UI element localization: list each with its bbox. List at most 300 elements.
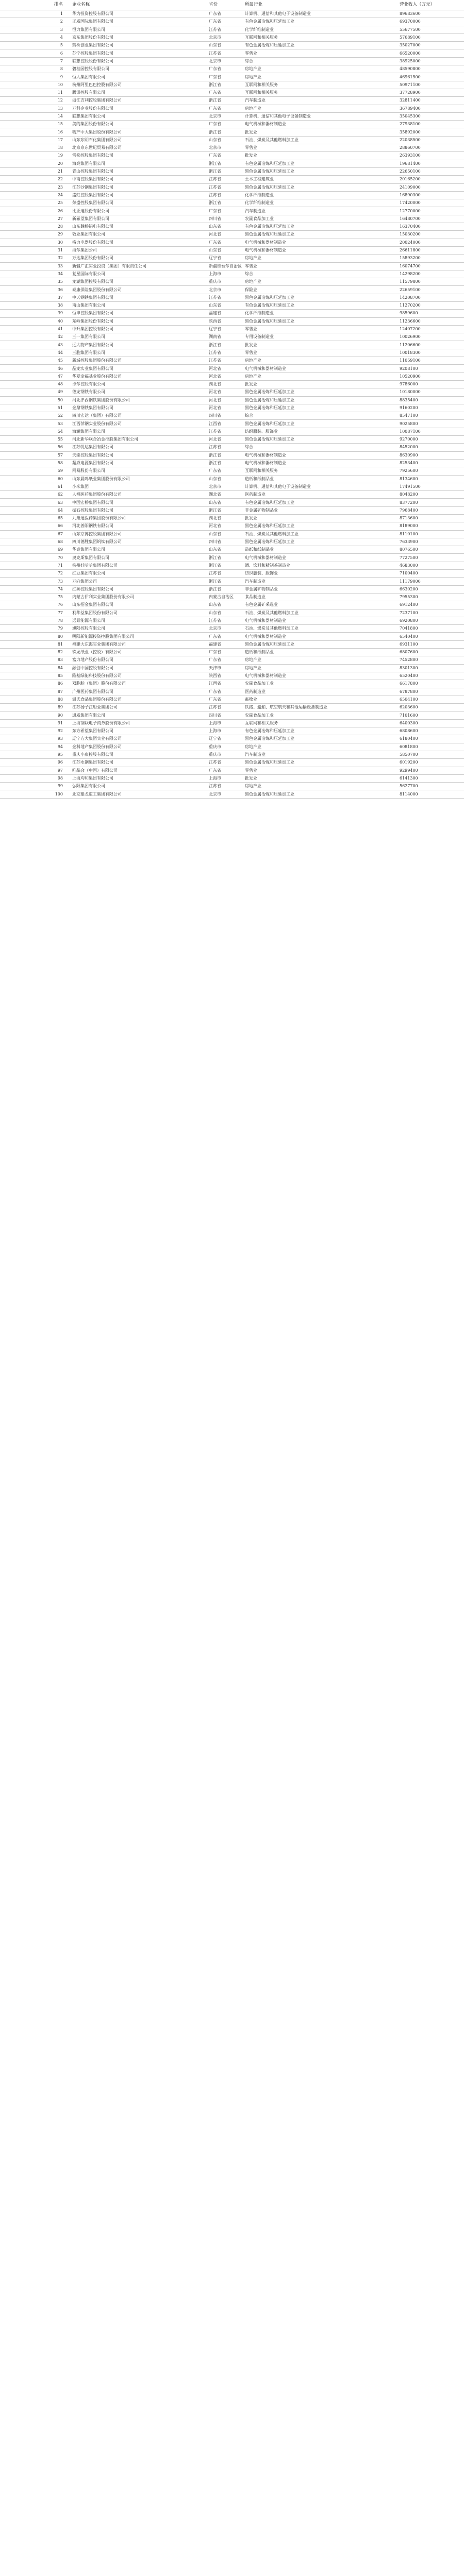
- cell-industry: 造纸和纸制品业: [245, 547, 274, 552]
- cell-rank: 94: [57, 744, 63, 749]
- table-row: [0, 767, 464, 775]
- cell-company-name: 泰康保险集团股份有限公司: [72, 287, 122, 292]
- cell-rank: 63: [57, 500, 63, 505]
- cell-industry: 互联网和相关服务: [245, 82, 278, 87]
- table-row: [0, 113, 464, 121]
- cell-revenue: 57689100: [400, 35, 421, 40]
- cell-company-name: 物产中大集团股份有限公司: [72, 129, 122, 134]
- cell-revenue: 28860700: [400, 145, 421, 150]
- cell-province: 重庆市: [209, 279, 221, 284]
- cell-industry: 房地产业: [245, 374, 261, 379]
- cell-rank: 52: [57, 413, 63, 418]
- cell-industry: 黑色金属冶炼和压延加工业: [245, 389, 294, 395]
- cell-revenue: 46961500: [400, 74, 421, 79]
- cell-rank: 95: [57, 752, 63, 757]
- cell-rank: 79: [57, 626, 63, 631]
- cell-company-name: 正威国际集团有限公司: [72, 19, 113, 24]
- cell-rank: 82: [57, 650, 63, 655]
- cell-company-name: 金鼎钢铁集团有限公司: [72, 405, 113, 410]
- cell-province: 江西省: [209, 421, 221, 426]
- table-row: [0, 26, 464, 34]
- cell-industry: 批发业: [245, 382, 257, 387]
- cell-industry: 房地产业: [245, 256, 261, 261]
- cell-revenue: 6141300: [400, 775, 418, 781]
- cell-company-name: 魏桥创业集团有限公司: [72, 43, 113, 48]
- cell-industry: 专用设备制造业: [245, 334, 274, 340]
- cell-revenue: 10180000: [400, 389, 421, 395]
- cell-company-name: 唯品会（中国）有限公司: [72, 768, 118, 773]
- cell-province: 四川省: [209, 413, 221, 418]
- cell-industry: 黑色金属冶炼和压延加工业: [245, 791, 294, 796]
- cell-province: 山东省: [209, 303, 221, 308]
- table-row: [0, 65, 464, 73]
- cell-industry: 石油、煤炭及其他燃料加工业: [245, 626, 299, 631]
- cell-industry: 计算机、通信和其他电子设备制造业: [245, 11, 311, 16]
- cell-province: 山东省: [209, 547, 221, 552]
- table-row: [0, 562, 464, 570]
- cell-company-name: 龙湖集团控股有限公司: [72, 279, 113, 284]
- cell-company-name: 联想集团有限公司: [72, 114, 105, 118]
- cell-province: 北京市: [209, 287, 221, 292]
- table-row: [0, 152, 464, 160]
- cell-company-name: 江西萍钢实业股份有限公司: [72, 421, 122, 426]
- cell-rank: 29: [57, 232, 63, 237]
- cell-company-name: 利华益集团股份有限公司: [72, 610, 118, 615]
- cell-rank: 68: [57, 539, 63, 545]
- cell-industry: 零售业: [245, 350, 257, 355]
- cell-company-name: 玖龙纸业（控股）有限公司: [72, 650, 122, 655]
- table-row: [0, 649, 464, 656]
- cell-industry: 纺织服装、服饰业: [245, 429, 278, 434]
- cell-industry: 农副食品加工业: [245, 216, 274, 221]
- cell-rank: 56: [57, 445, 63, 450]
- header-province: 省份: [209, 2, 218, 8]
- cell-industry: 互联网和相关服务: [245, 90, 278, 95]
- cell-revenue: 6504100: [400, 697, 418, 702]
- cell-rank: 81: [57, 641, 63, 647]
- cell-province: 河北省: [209, 374, 221, 379]
- cell-province: 北京市: [209, 58, 221, 63]
- cell-company-name: 万达集团股份有限公司: [72, 256, 113, 261]
- cell-company-name: 敬业集团有限公司: [72, 232, 105, 237]
- cell-province: 辽宁省: [209, 256, 221, 261]
- table-row: [0, 121, 464, 128]
- cell-revenue: 22038500: [400, 137, 421, 142]
- cell-revenue: 6203600: [400, 705, 418, 710]
- cell-rank: 77: [57, 610, 63, 615]
- cell-revenue: 16370400: [400, 224, 421, 229]
- cell-province: 江苏省: [209, 571, 221, 576]
- table-row: [0, 215, 464, 223]
- cell-industry: 电气机械和器材制造业: [245, 673, 286, 679]
- cell-industry: 黑色金属冶炼和压延加工业: [245, 421, 294, 426]
- cell-revenue: 14208700: [400, 295, 421, 300]
- cell-province: 广东省: [209, 240, 221, 245]
- cell-rank: 4: [60, 35, 63, 40]
- cell-rank: 73: [57, 579, 63, 584]
- cell-rank: 96: [57, 760, 63, 765]
- table-row: [0, 609, 464, 617]
- cell-company-name: 浙江吉利控股集团有限公司: [72, 98, 122, 103]
- cell-province: 江苏省: [209, 445, 221, 450]
- cell-province: 江苏省: [209, 618, 221, 623]
- cell-company-name: 格力电器股份有限公司: [72, 240, 113, 245]
- cell-rank: 43: [57, 342, 63, 347]
- cell-rank: 30: [57, 240, 63, 245]
- cell-rank: 51: [57, 405, 63, 410]
- cell-rank: 14: [57, 114, 63, 118]
- table-row: [0, 341, 464, 349]
- cell-rank: 47: [57, 374, 63, 379]
- cell-rank: 50: [57, 397, 63, 402]
- cell-rank: 40: [57, 318, 63, 324]
- cell-rank: 31: [57, 248, 63, 253]
- cell-rank: 35: [57, 279, 63, 284]
- cell-company-name: 金科地产集团股份有限公司: [72, 744, 122, 749]
- cell-industry: 有色金属冶炼和压延加工业: [245, 19, 294, 24]
- cell-province: 河北省: [209, 437, 221, 442]
- table-row: [0, 743, 464, 751]
- table-row: [0, 42, 464, 49]
- cell-province: 河北省: [209, 397, 221, 402]
- table-row: [0, 263, 464, 270]
- table-row: [0, 507, 464, 515]
- cell-rank: 6: [60, 50, 63, 56]
- cell-company-name: 东岭集团股份有限公司: [72, 318, 113, 324]
- cell-revenue: 9299400: [400, 768, 418, 773]
- table-row: [0, 184, 464, 192]
- cell-industry: 黑色金属冶炼和压延加工业: [245, 760, 294, 765]
- cell-industry: 黑色金属冶炼和压延加工业: [245, 437, 294, 442]
- cell-province: 浙江省: [209, 200, 221, 206]
- cell-revenue: 14298200: [400, 271, 421, 276]
- cell-province: 江苏省: [209, 27, 221, 32]
- cell-rank: 33: [57, 263, 63, 268]
- cell-province: 江苏省: [209, 50, 221, 56]
- cell-industry: 土木工程建筑业: [245, 177, 274, 182]
- cell-province: 广东省: [209, 768, 221, 773]
- cell-revenue: 6520400: [400, 673, 418, 679]
- cell-revenue: 8076500: [400, 547, 418, 552]
- cell-rank: 62: [57, 492, 63, 497]
- cell-province: 广东省: [209, 650, 221, 655]
- table-row: [0, 89, 464, 97]
- cell-industry: 房地产业: [245, 66, 261, 72]
- cell-province: 浙江省: [209, 342, 221, 347]
- cell-company-name: 中天钢铁集团有限公司: [72, 295, 113, 300]
- cell-industry: 黑色金属冶炼和压延加工业: [245, 295, 294, 300]
- cell-industry: 黑色金属冶炼和压延加工业: [245, 318, 294, 324]
- cell-company-name: 振石控股集团有限公司: [72, 507, 113, 513]
- cell-province: 江苏省: [209, 350, 221, 355]
- table-row: [0, 160, 464, 168]
- table-row: [0, 641, 464, 649]
- cell-industry: 黑色金属冶炼和压延加工业: [245, 736, 294, 741]
- cell-company-name: 隆基绿能科技股份有限公司: [72, 673, 122, 679]
- cell-province: 山东省: [209, 610, 221, 615]
- cell-rank: 3: [60, 27, 63, 32]
- cell-revenue: 66520000: [400, 50, 421, 56]
- table-row: [0, 578, 464, 585]
- cell-revenue: 15030200: [400, 232, 421, 237]
- cell-province: 辽宁省: [209, 327, 221, 332]
- cell-revenue: 17491500: [400, 484, 421, 489]
- cell-rank: 38: [57, 303, 63, 308]
- cell-rank: 8: [60, 66, 63, 72]
- cell-industry: 化学纤维制造业: [245, 27, 274, 32]
- cell-rank: 44: [57, 350, 63, 355]
- cell-revenue: 12407200: [400, 327, 421, 332]
- cell-revenue: 5850700: [400, 752, 418, 757]
- cell-industry: 有色金属冶炼和压延加工业: [245, 728, 294, 734]
- cell-industry: 黑色金属冶炼和压延加工业: [245, 169, 294, 174]
- cell-industry: 汽车制造业: [245, 98, 266, 103]
- cell-province: 广东省: [209, 11, 221, 16]
- cell-province: 浙江省: [209, 555, 221, 560]
- cell-province: 重庆市: [209, 752, 221, 757]
- cell-rank: 39: [57, 311, 63, 316]
- cell-company-name: 广州医药集团有限公司: [72, 689, 113, 694]
- cell-province: 江苏省: [209, 760, 221, 765]
- cell-industry: 电气机械和器材制造业: [245, 248, 286, 253]
- cell-industry: 计算机、通信和其他电子设备制造业: [245, 484, 311, 489]
- table-row: [0, 144, 464, 152]
- cell-company-name: 比亚迪股份有限公司: [72, 208, 109, 213]
- cell-province: 北京市: [209, 145, 221, 150]
- table-row: [0, 270, 464, 278]
- cell-revenue: 8452000: [400, 445, 418, 450]
- cell-rank: 99: [57, 784, 63, 789]
- cell-revenue: 9859600: [400, 311, 418, 316]
- cell-industry: 造纸和纸制品业: [245, 650, 274, 655]
- cell-company-name: 中国宏桥集团有限公司: [72, 500, 113, 505]
- cell-revenue: 6808600: [400, 728, 418, 734]
- table-row: [0, 365, 464, 372]
- table-row: [0, 34, 464, 42]
- cell-company-name: 红豆集团有限公司: [72, 571, 105, 576]
- cell-revenue: 22659100: [400, 287, 421, 292]
- cell-revenue: 26611800: [400, 248, 421, 253]
- cell-rank: 88: [57, 697, 63, 702]
- cell-company-name: 荣盛控股集团有限公司: [72, 200, 113, 206]
- cell-revenue: 9025800: [400, 421, 418, 426]
- table-row: [0, 476, 464, 483]
- cell-company-name: 卓尔控股有限公司: [72, 382, 105, 387]
- table-row: [0, 727, 464, 735]
- cell-revenue: 16074700: [400, 263, 421, 268]
- cell-rank: 78: [57, 618, 63, 623]
- cell-industry: 纺织服装、服饰业: [245, 571, 278, 576]
- cell-province: 山东省: [209, 476, 221, 481]
- cell-revenue: 7955300: [400, 595, 418, 600]
- cell-industry: 电气机械和器材制造业: [245, 240, 286, 245]
- table-row: [0, 412, 464, 420]
- cell-province: 河北省: [209, 523, 221, 529]
- table-row: [0, 711, 464, 719]
- cell-industry: 非金属矿物制品业: [245, 507, 278, 513]
- cell-revenue: 6912400: [400, 602, 418, 607]
- cell-province: 浙江省: [209, 586, 221, 591]
- table-row: [0, 656, 464, 664]
- cell-revenue: 20165200: [400, 177, 421, 182]
- cell-industry: 非金属矿物制品业: [245, 586, 278, 591]
- cell-company-name: 北京建龙重工集团有限公司: [72, 791, 122, 796]
- table-row: [0, 704, 464, 711]
- cell-industry: 电气机械和器材制造业: [245, 555, 286, 560]
- table-row: [0, 735, 464, 743]
- cell-revenue: 8630900: [400, 452, 418, 457]
- cell-rank: 89: [57, 705, 63, 710]
- table-row: [0, 436, 464, 444]
- cell-revenue: 8114000: [400, 791, 418, 796]
- cell-province: 广东省: [209, 634, 221, 639]
- table-row: [0, 404, 464, 412]
- cell-company-name: 远景能源有限公司: [72, 618, 105, 623]
- cell-province: 内蒙古自治区: [209, 595, 234, 600]
- cell-industry: 房地产业: [245, 665, 261, 670]
- table-row: [0, 168, 464, 176]
- cell-province: 山东省: [209, 248, 221, 253]
- cell-industry: 房地产业: [245, 279, 261, 284]
- cell-company-name: 重庆小康控股有限公司: [72, 752, 113, 757]
- table-row: [0, 633, 464, 640]
- table-row: [0, 522, 464, 530]
- cell-revenue: 50971100: [400, 82, 421, 87]
- cell-industry: 黑色金属冶炼和压延加工业: [245, 184, 294, 190]
- cell-rank: 64: [57, 507, 63, 513]
- cell-province: 北京市: [209, 626, 221, 631]
- cell-company-name: 四川德胜集团钒钛有限公司: [72, 539, 122, 545]
- cell-province: 重庆市: [209, 744, 221, 749]
- cell-province: 浙江省: [209, 579, 221, 584]
- table-row: [0, 294, 464, 302]
- cell-province: 山东省: [209, 602, 221, 607]
- cell-industry: 零售业: [245, 768, 257, 773]
- cell-province: 广东省: [209, 74, 221, 79]
- cell-rank: 57: [57, 452, 63, 457]
- cell-revenue: 6081800: [400, 744, 418, 749]
- cell-company-name: 上海钢联电子商务股份有限公司: [72, 720, 130, 725]
- cell-province: 广东省: [209, 689, 221, 694]
- cell-industry: 综合: [245, 413, 253, 418]
- cell-province: 湖南省: [209, 334, 221, 340]
- cell-industry: 电气机械和器材制造业: [245, 634, 286, 639]
- cell-industry: 医药制造业: [245, 492, 266, 497]
- cell-revenue: 6931100: [400, 641, 418, 647]
- cell-industry: 汽车制造业: [245, 208, 266, 213]
- cell-province: 北京市: [209, 35, 221, 40]
- cell-rank: 36: [57, 287, 63, 292]
- cell-industry: 有色金属冶炼和压延加工业: [245, 303, 294, 308]
- cell-province: 广东省: [209, 19, 221, 24]
- cell-industry: 黑色金属冶炼和压延加工业: [245, 397, 294, 402]
- table-header: [0, 0, 464, 10]
- cell-province: 广东省: [209, 657, 221, 663]
- table-row: [0, 231, 464, 239]
- cell-rank: 32: [57, 256, 63, 261]
- cell-company-name: 中南控股集团有限公司: [72, 177, 113, 182]
- cell-industry: 批发业: [245, 342, 257, 347]
- cell-province: 上海市: [209, 728, 221, 734]
- cell-industry: 黑色金属冶炼和压延加工业: [245, 405, 294, 410]
- cell-rank: 28: [57, 224, 63, 229]
- cell-province: 河北省: [209, 389, 221, 395]
- cell-rank: 71: [57, 563, 63, 568]
- table-row: [0, 688, 464, 696]
- header-revenue: 营业收入（万元）: [400, 2, 435, 8]
- cell-company-name: 腾讯控股有限公司: [72, 90, 105, 95]
- cell-industry: 有色金属冶炼和压延加工业: [245, 500, 294, 505]
- cell-province: 浙江省: [209, 98, 221, 103]
- table-row: [0, 759, 464, 767]
- cell-industry: 批发业: [245, 775, 257, 781]
- cell-rank: 48: [57, 382, 63, 387]
- cell-revenue: 10026900: [400, 334, 421, 340]
- table-row: [0, 97, 464, 105]
- cell-revenue: 6630200: [400, 586, 418, 591]
- cell-company-name: 九州通医药集团股份有限公司: [72, 516, 126, 521]
- cell-company-name: 融创中国控股有限公司: [72, 665, 113, 670]
- cell-company-name: 山东魏桥铝电有限公司: [72, 224, 113, 229]
- cell-revenue: 8835400: [400, 397, 418, 402]
- cell-revenue: 7237100: [400, 610, 418, 615]
- cell-rank: 76: [57, 602, 63, 607]
- cell-revenue: 27938100: [400, 122, 421, 127]
- cell-company-name: 华泰集团有限公司: [72, 547, 105, 552]
- cell-industry: 医药制造业: [245, 689, 266, 694]
- cell-industry: 电气机械和器材制造业: [245, 618, 286, 623]
- cell-rank: 74: [57, 586, 63, 591]
- cell-company-name: 河北普阳钢铁有限公司: [72, 523, 113, 529]
- cell-company-name: 双胞胎（集团）股份有限公司: [72, 681, 126, 686]
- cell-province: 陕西省: [209, 318, 221, 324]
- cell-rank: 18: [57, 145, 63, 150]
- cell-company-name: 恒力集团有限公司: [72, 27, 105, 32]
- cell-industry: 化学纤维制造业: [245, 200, 274, 206]
- cell-company-name: 新疆广汇实业投资（集团）有限责任公司: [72, 263, 146, 268]
- cell-company-name: 京东集团股份有限公司: [72, 35, 113, 40]
- cell-industry: 综合: [245, 58, 253, 63]
- cell-industry: 批发业: [245, 153, 257, 158]
- cell-company-name: 天能控股集团有限公司: [72, 452, 113, 457]
- cell-industry: 黑色金属冶炼和压延加工业: [245, 523, 294, 529]
- table-row: [0, 10, 464, 18]
- cell-industry: 黑色金属冶炼和压延加工业: [245, 539, 294, 545]
- cell-company-name: 德龙钢铁有限公司: [72, 389, 105, 395]
- cell-province: 山东省: [209, 531, 221, 536]
- cell-rank: 69: [57, 547, 63, 552]
- table-row: [0, 397, 464, 404]
- cell-revenue: 9160200: [400, 405, 418, 410]
- cell-rank: 45: [57, 358, 63, 363]
- cell-industry: 互联网和相关服务: [245, 468, 278, 473]
- table-row: [0, 783, 464, 790]
- cell-company-name: 旭阳控股有限公司: [72, 626, 105, 631]
- cell-rank: 2: [60, 19, 63, 24]
- ranking-table: [0, 0, 464, 799]
- table-row: [0, 538, 464, 546]
- cell-company-name: 富力地产股份有限公司: [72, 657, 113, 663]
- cell-revenue: 37728900: [400, 90, 421, 95]
- cell-rank: 92: [57, 728, 63, 734]
- cell-province: 广东省: [209, 153, 221, 158]
- cell-province: 江苏省: [209, 429, 221, 434]
- cell-company-name: 联想控股股份有限公司: [72, 58, 113, 63]
- cell-revenue: 35892000: [400, 129, 421, 134]
- cell-province: 江苏省: [209, 184, 221, 190]
- cell-company-name: 福建大东海实业集团有限公司: [72, 641, 126, 647]
- cell-rank: 54: [57, 429, 63, 434]
